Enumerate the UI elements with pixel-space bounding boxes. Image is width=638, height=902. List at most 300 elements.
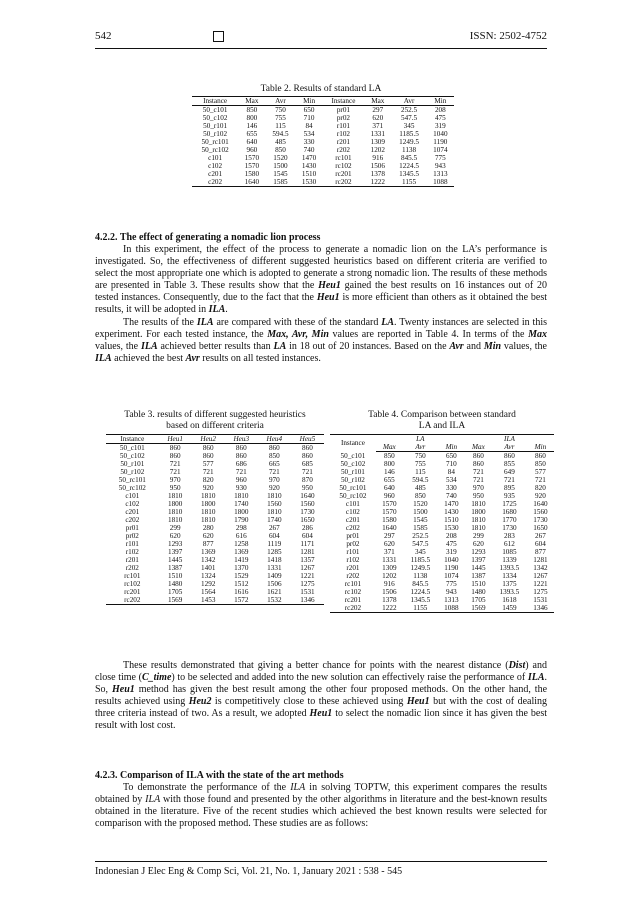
table-cell: 1618 (502, 596, 517, 604)
table-cell: 1267 (300, 564, 315, 572)
table-cell: 1324 (201, 572, 216, 580)
table-header-cell: Heu5 (291, 435, 324, 444)
table-cell: 1810 (234, 492, 249, 500)
table-cell: 640 (383, 484, 395, 492)
table-cell: 850 (275, 146, 286, 154)
table-cell: 612 (504, 540, 515, 548)
table-header-cell: Avr (403, 443, 438, 452)
table-header-cell: Max (465, 443, 492, 452)
table-row (106, 500, 324, 508)
table-row (106, 460, 324, 468)
table-cell: 1640 (382, 524, 397, 532)
table-cell: 850 (383, 452, 395, 460)
table-cell: 50_c102 (202, 114, 228, 122)
table-cell: 1369 (234, 548, 249, 556)
table-row (106, 492, 324, 500)
table-cell: 1640 (238, 178, 265, 187)
table-cell: 1510 (444, 516, 459, 524)
table-cell: 850 (535, 460, 546, 468)
table-cell: 1560 (267, 500, 282, 508)
table-cell: 860 (535, 452, 546, 460)
table-cell: 577 (202, 460, 214, 468)
table-cell: 50_c101 (119, 444, 145, 452)
table-cell: r101 (336, 122, 351, 130)
table-cell: 916 (372, 154, 384, 162)
table-cell: 1730 (300, 508, 315, 516)
table-row (330, 572, 554, 580)
table-cell: rc201 (124, 588, 141, 596)
table-cell: 1740 (267, 516, 282, 524)
table-cell: 960 (235, 476, 247, 484)
issn: ISSN: 2502-4752 (469, 30, 547, 42)
table-cell: rc102 (344, 588, 362, 596)
table-row (330, 596, 554, 604)
table-cell: 1520 (413, 500, 428, 508)
table-cell: 1532 (258, 596, 291, 605)
table-cell: 1810 (267, 508, 282, 516)
table-row (106, 596, 324, 605)
table-cell: 620 (383, 540, 395, 548)
table-cell: 710 (445, 460, 457, 468)
table-cell: 1040 (433, 130, 448, 138)
table-cell: 1616 (234, 588, 249, 596)
table-row (192, 138, 454, 146)
table-cell: c201 (208, 170, 223, 178)
table-cell: 1531 (533, 596, 548, 604)
table3-caption: Table 3. results of different suggested heuristics based on different criteria (124, 410, 306, 431)
table-header-cell: Instance (192, 97, 238, 106)
table-cell: 750 (275, 106, 286, 114)
table-cell: 1580 (382, 516, 397, 524)
table-cell: 267 (268, 524, 280, 532)
table-row (330, 604, 554, 613)
table-cell: 1560 (300, 500, 315, 508)
table-cell: 1790 (234, 516, 249, 524)
table-row (192, 162, 454, 170)
table-cell: 1185.5 (399, 130, 419, 138)
table-row (330, 500, 554, 508)
table-header-cell: Avr (391, 97, 426, 106)
table-cell: 267 (535, 532, 546, 540)
table-cell: 1224.5 (399, 162, 419, 170)
table-cell: 1740 (234, 500, 249, 508)
table-cell: r202 (346, 572, 360, 580)
table-cell: 1810 (471, 516, 486, 524)
table-cell: 1800 (471, 508, 486, 516)
table-cell: r201 (346, 564, 360, 572)
table-row (330, 548, 554, 556)
table-cell: 299 (169, 524, 181, 532)
table-cell: 855 (504, 460, 515, 468)
table-cell: r202 (125, 564, 139, 572)
table-cell: 50_rc102 (201, 146, 229, 154)
table-header-cell: Min (438, 443, 465, 452)
table-cell: 1397 (471, 556, 486, 564)
table-cell: rc202 (323, 178, 364, 187)
table-header-cell: Heu4 (258, 435, 291, 444)
table-cell: 1810 (167, 508, 183, 516)
table-cell: 740 (445, 492, 457, 500)
table-row (330, 588, 554, 596)
table-cell: 1378 (370, 170, 385, 178)
table-cell: 1530 (444, 524, 459, 532)
table-cell: c101 (345, 500, 360, 508)
table-cell: 50_rc102 (339, 492, 367, 500)
table-cell: 1331 (267, 564, 282, 572)
table-row (192, 154, 454, 162)
table-row (192, 178, 454, 187)
table-cell: 721 (473, 476, 484, 484)
table-cell: rc101 (124, 572, 141, 580)
table-cell: 916 (383, 580, 395, 588)
table-cell: 860 (235, 444, 247, 452)
table-header-cell: Heu1 (159, 435, 192, 444)
table-cell: 860 (169, 452, 181, 460)
table-cell: 920 (202, 484, 214, 492)
table-header-cell: Avr (492, 443, 527, 452)
table-cell: c101 (125, 492, 140, 500)
table-cell: 1331 (370, 130, 385, 138)
table-cell: 820 (535, 484, 546, 492)
table-row (192, 122, 454, 130)
table-cell: 1506 (267, 580, 282, 588)
table-cell: 1249.5 (399, 138, 419, 146)
table-row (192, 146, 454, 154)
table-cell: rc201 (335, 170, 352, 178)
table-cell: rc101 (335, 154, 352, 162)
table-cell: 775 (434, 154, 446, 162)
table-cell: 115 (415, 468, 426, 476)
table-cell: 860 (268, 444, 280, 452)
table-cell: 721 (235, 468, 247, 476)
table-cell: 800 (383, 460, 395, 468)
table-cell: 1357 (300, 556, 315, 564)
table-cell: 330 (445, 484, 457, 492)
table-cell: 970 (268, 476, 280, 484)
table-cell: 1572 (225, 596, 258, 605)
table-row (330, 580, 554, 588)
table-cell: 1171 (300, 540, 315, 548)
table-cell: 1190 (444, 564, 459, 572)
table-cell: 1564 (201, 588, 216, 596)
table-cell: 665 (268, 460, 280, 468)
table-cell: r201 (125, 556, 139, 564)
table-cell: 84 (305, 122, 313, 130)
table-header-cell: Heu3 (225, 435, 258, 444)
table-cell: 208 (434, 106, 446, 114)
table-cell: 1088 (438, 604, 465, 613)
page-header (95, 30, 547, 50)
table-row (106, 588, 324, 596)
table-cell: 1725 (502, 500, 517, 508)
table-cell: c102 (345, 508, 360, 516)
table-cell: 1570 (382, 500, 397, 508)
table-cell: 1570 (244, 154, 260, 162)
table-cell: 1074 (444, 572, 459, 580)
table-cell: 84 (447, 468, 455, 476)
table-cell: 750 (414, 452, 426, 460)
table-cell: 721 (268, 468, 280, 476)
paragraph: To demonstrate the performance of the ILA in solving TOPTW, this experiment compares the results obtained by ILA with those found and presented by the other algorithms in literature and the best-known results obtained in the literature. Five of the recent studies which achieved the best known results were selected for comparison with the proposed method. These studies are as follows: (95, 782, 547, 830)
table-cell: 208 (445, 532, 457, 540)
table-cell: c101 (208, 154, 223, 162)
table-cell: 860 (504, 452, 515, 460)
table-cell: 1500 (273, 162, 288, 170)
table-cell: 50_c101 (202, 106, 228, 114)
section-422-title: 4.2.2. The effect of generating a nomadic lion process (95, 232, 321, 243)
table-cell: 1621 (267, 588, 282, 596)
table-cell: 594.5 (412, 476, 429, 484)
table-cell: 1138 (413, 572, 428, 580)
table-cell: 1085 (502, 548, 517, 556)
table-cell: 1293 (167, 540, 183, 548)
table-cell: 775 (445, 580, 457, 588)
table-cell: 1393.5 (499, 588, 520, 596)
table-cell: 650 (445, 452, 457, 460)
table-row (330, 508, 554, 516)
table-cell: 943 (445, 588, 457, 596)
table-cell: 1387 (167, 564, 183, 572)
table-row (330, 516, 554, 524)
table-cell: 1510 (167, 572, 183, 580)
paragraph: The results of the ILA are compared with these of the standard LA. Twenty instances are selected in this experiment. For each tested instance, the Max, Avr, Min values are reported in Table 4. In terms of the Max values, the ILA achieved better results than LA in 18 out of 20 instances. Based on the Avr and Min values, the ILA achieved the best Avr results on all tested instances. (95, 316, 548, 364)
table-cell: 850 (414, 492, 426, 500)
table-cell: 1810 (167, 492, 183, 500)
table-cell: r102 (125, 548, 139, 556)
table-cell: 1138 (402, 146, 417, 154)
table-cell: pr01 (125, 524, 139, 532)
table-cell: 620 (473, 540, 484, 548)
table-cell: 1680 (502, 508, 517, 516)
table-cell: 1418 (267, 556, 282, 564)
table-cell: pr02 (346, 540, 360, 548)
table-cell: 1810 (201, 508, 216, 516)
table-cell: 616 (235, 532, 247, 540)
table-cell: 286 (302, 524, 313, 532)
table-cell: 547.5 (400, 114, 418, 122)
page-footer: Indonesian J Elec Eng & Comp Sci, Vol. 21, No. 1, January 2021 : 538 - 545 (95, 866, 403, 877)
paragraph: In this experiment, the effect of the process to generate a nomadic lion on the LA’s performance is investigated. So, the effectiveness of different suggested heuristics based on different criteria are verified to select the most appropriate one which is adopted to generate a strong nomadic lion. The results of these methods are presented in Table 3. These results show that the Heu1 gained the best results on 16 instances out of 20 tested instances. Consequently, due to the fact that the Heu1 is more efficient than others as it obtained the best results, it will be adopted in ILA. (95, 244, 547, 316)
table-cell: 319 (434, 122, 446, 130)
table-cell: 1224.5 (410, 588, 431, 596)
table-row (106, 484, 324, 492)
table-cell: 1313 (444, 596, 459, 604)
table-cell: rc202 (330, 604, 376, 613)
table-cell: 1585 (413, 524, 428, 532)
table-cell: 800 (246, 114, 258, 122)
table-cell: 345 (403, 122, 415, 130)
page-number: 542 (95, 30, 112, 42)
table2 (192, 96, 454, 187)
table-cell: 50_c101 (340, 451, 366, 460)
table-cell: 1430 (301, 162, 317, 170)
table-row (106, 476, 324, 484)
table-cell: 50_r101 (340, 468, 365, 476)
table-cell: 1430 (444, 508, 459, 516)
table-cell: 371 (372, 122, 384, 130)
table-cell: 1258 (234, 540, 249, 548)
table-row (330, 460, 554, 468)
table-cell: 1445 (167, 556, 183, 564)
table-cell: 860 (202, 452, 214, 460)
table-row (106, 540, 324, 548)
table-cell: 1640 (533, 500, 548, 508)
table-cell: 298 (235, 524, 247, 532)
table-cell: pr01 (346, 532, 360, 540)
table-cell: 1309 (382, 564, 397, 572)
table-cell: 1445 (471, 564, 486, 572)
table-cell: 1800 (201, 500, 216, 508)
table4-group-ila: ILA (465, 435, 554, 444)
table-cell: 935 (504, 492, 515, 500)
table-row (330, 540, 554, 548)
table-cell: 1281 (533, 556, 548, 564)
table-cell: r201 (336, 138, 351, 146)
table-cell: 534 (303, 130, 315, 138)
table-row (106, 564, 324, 572)
table-cell: 860 (169, 444, 181, 452)
table-cell: 1419 (234, 556, 249, 564)
table-cell: 299 (473, 532, 484, 540)
table-cell: r202 (336, 146, 351, 154)
table-cell: 950 (473, 492, 484, 500)
table-cell: 1249.5 (410, 564, 431, 572)
table-cell: 50_rc101 (339, 484, 367, 492)
table-cell: 1705 (167, 588, 183, 596)
table-cell: 620 (372, 114, 384, 122)
table-cell: 1292 (201, 580, 216, 588)
table-cell: 319 (445, 548, 457, 556)
table-cell: c201 (125, 508, 140, 516)
table-cell: 655 (246, 130, 258, 138)
table3 (106, 434, 324, 605)
table-header-cell: Heu2 (192, 435, 225, 444)
table-header-cell: Min (527, 443, 554, 452)
table-row (330, 468, 554, 476)
table-cell: c202 (125, 516, 140, 524)
table-header-cell: Min (427, 97, 454, 106)
table-cell: 1185.5 (410, 556, 431, 564)
table-cell: 755 (275, 114, 286, 122)
section-422-body (95, 244, 547, 365)
table-cell: 1480 (167, 580, 183, 588)
table-row (106, 524, 324, 532)
table-cell: 1401 (201, 564, 216, 572)
table-row (330, 564, 554, 572)
table-cell: 283 (504, 532, 515, 540)
table-cell: 1040 (444, 556, 459, 564)
table-cell: 50_c102 (340, 460, 366, 468)
table-cell: 1545 (273, 170, 288, 178)
table-cell: 1074 (433, 146, 448, 154)
table-cell: 721 (202, 468, 214, 476)
table-cell: 1202 (370, 146, 385, 154)
section-423-title: 4.2.3. Comparison of ILA with the state of the art methods (95, 770, 344, 781)
table-cell: 970 (169, 476, 181, 484)
table-row (106, 516, 324, 524)
table-cell: rc102 (124, 580, 141, 588)
table-cell: 1810 (201, 516, 216, 524)
table-cell: 115 (275, 122, 286, 130)
table-cell: 1810 (267, 492, 282, 500)
table-header-cell: Instance (323, 97, 364, 106)
table-cell: 860 (202, 444, 214, 452)
table-cell: 1342 (201, 556, 216, 564)
table-cell: 1810 (471, 524, 486, 532)
table-header-cell: Max (238, 97, 265, 106)
table-cell: 850 (246, 106, 258, 114)
table-cell: 620 (202, 532, 214, 540)
table-cell: 1580 (244, 170, 260, 178)
table-row (330, 524, 554, 532)
table-cell: rc102 (335, 162, 352, 170)
table-cell: r101 (346, 548, 360, 556)
table-cell: 1545 (413, 516, 428, 524)
table-cell: c102 (125, 500, 140, 508)
table-cell: 252.5 (400, 106, 418, 114)
table-cell: 1570 (382, 508, 397, 516)
table-cell: 534 (445, 476, 457, 484)
table-cell: 1730 (533, 516, 548, 524)
table-cell: 330 (303, 138, 315, 146)
table-cell: 650 (303, 106, 315, 114)
table-cell: 1345.5 (410, 596, 431, 604)
table-cell: 721 (504, 476, 515, 484)
table-cell: 1370 (234, 564, 249, 572)
table-cell: 721 (473, 468, 484, 476)
table-cell: 1800 (234, 508, 249, 516)
table-cell: 710 (303, 114, 315, 122)
table-header-cell: Max (376, 443, 403, 452)
table2-caption: Table 2. Results of standard LA (260, 84, 382, 94)
table-row (192, 114, 454, 122)
table-cell: 50_c102 (119, 452, 145, 460)
table-cell: 860 (302, 452, 313, 460)
table-cell: 860 (473, 460, 484, 468)
table-cell: 547.5 (412, 540, 429, 548)
table-cell: 1088 (427, 178, 454, 187)
table-cell: 1313 (433, 170, 448, 178)
table-cell: 1369 (201, 548, 216, 556)
table-row (106, 548, 324, 556)
table-cell: 755 (414, 460, 426, 468)
table-cell: 1470 (301, 154, 317, 162)
table-cell: 594.5 (272, 130, 289, 138)
table-cell: r101 (125, 540, 139, 548)
table-cell: 960 (383, 492, 395, 500)
table-cell: 604 (535, 540, 546, 548)
table-cell: 1650 (300, 516, 315, 524)
table-cell: 604 (302, 532, 313, 540)
table-cell: 50_r102 (340, 476, 365, 484)
table-row (330, 452, 554, 461)
table-cell: 1510 (471, 580, 486, 588)
table-cell: c201 (345, 516, 360, 524)
table-cell: 1730 (502, 524, 517, 532)
table-cell: 475 (445, 540, 457, 548)
table-row (330, 556, 554, 564)
table-cell: 1119 (267, 540, 282, 548)
table-cell: 50_rc102 (118, 484, 146, 492)
table-cell: 655 (383, 476, 395, 484)
table-cell: 1570 (244, 162, 260, 170)
table-row (106, 572, 324, 580)
table-cell: 1190 (433, 138, 448, 146)
table-cell: 50_r101 (203, 122, 228, 130)
table-cell: 252.5 (412, 532, 429, 540)
table-cell: pr01 (336, 106, 351, 114)
table-cell: 845.5 (412, 580, 429, 588)
